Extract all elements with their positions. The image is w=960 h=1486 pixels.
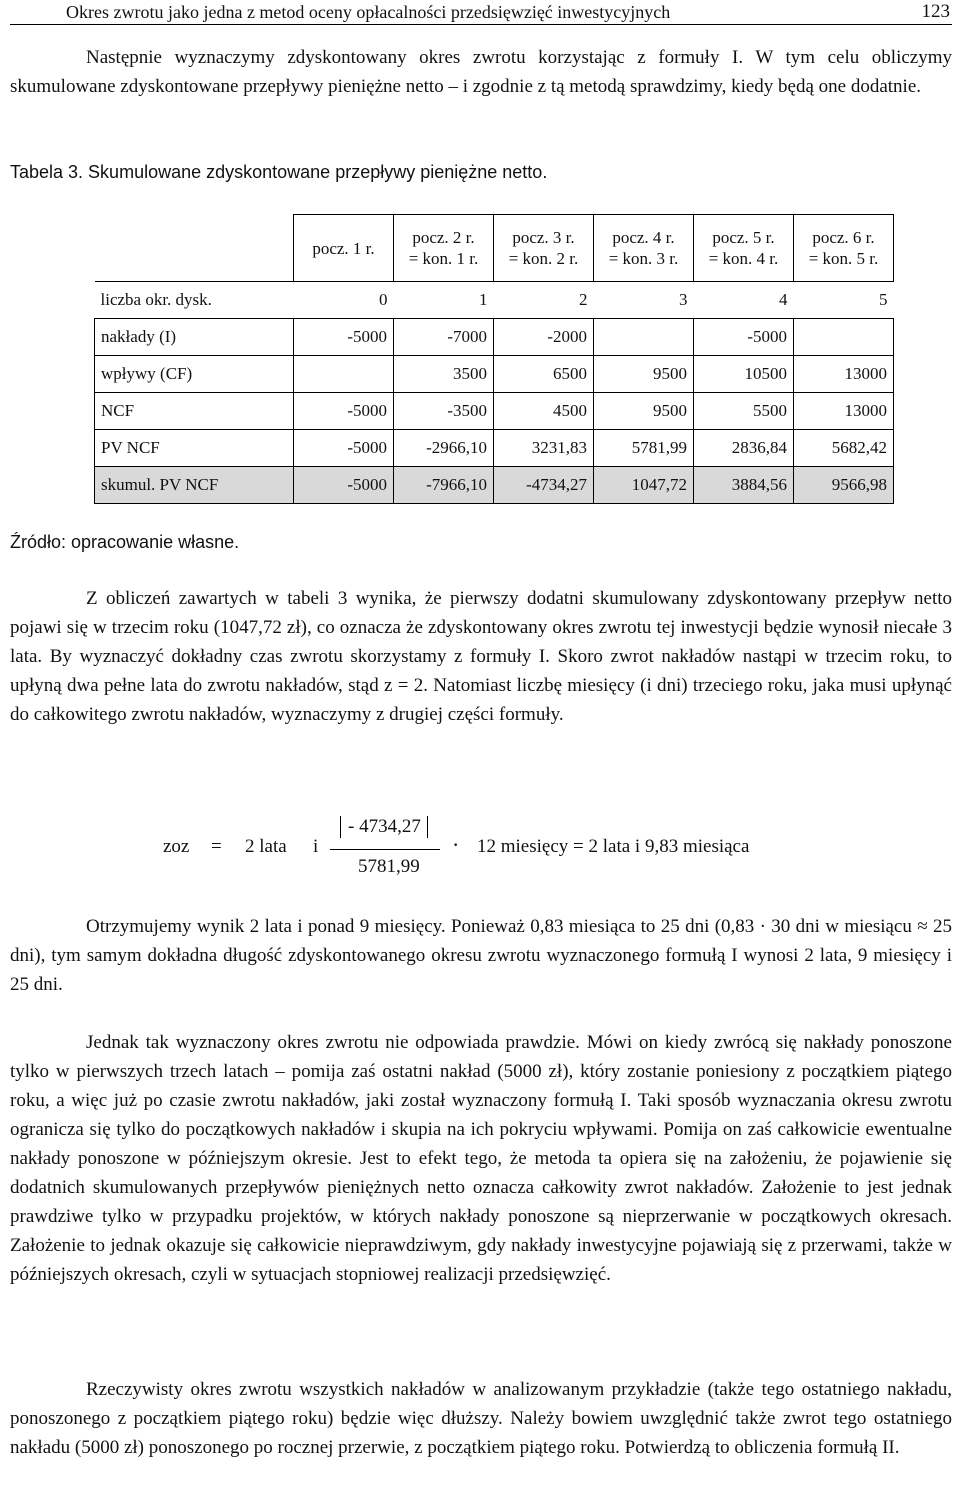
formula-equals: = (211, 836, 222, 857)
table-cell: 4 (694, 282, 794, 319)
table-cell: 5 (794, 282, 894, 319)
formula-numerator: - 4734,27 (348, 816, 421, 837)
column-header-line1: pocz. 2 r. (412, 228, 475, 247)
table-cell (794, 319, 894, 356)
table-cell: -7000 (394, 319, 494, 356)
formula (163, 812, 863, 882)
formula-lhs: zoz (163, 836, 190, 857)
column-header (594, 215, 694, 282)
table-cell: -5000 (294, 430, 394, 467)
formula-years: 2 lata (245, 836, 287, 857)
table-cell: 5682,42 (794, 430, 894, 467)
table-header-row (95, 215, 894, 282)
row-label: nakłady (I) (95, 319, 294, 356)
table-cell: -5000 (694, 319, 794, 356)
table-cell: -5000 (294, 319, 394, 356)
table-cell: 13000 (794, 393, 894, 430)
paragraph-2: Otrzymujemy wynik 2 lata i ponad 9 miesięcy. Ponieważ 0,83 miesiąca to 25 dni (0,83 · 30 dni w miesiącu ≈ 25 dni), tym samym dokładna długość zdyskontowanego okresu zwrotu wyznaczonego formułą I wynosi 2 lata, 9 miesięcy i 25 dni. (10, 916, 952, 995)
formula-i: i (313, 836, 319, 857)
source-note: Źródło: opracowanie własne. (10, 532, 240, 552)
abs-bar-left (340, 816, 341, 838)
table-cell: 9500 (594, 356, 694, 393)
column-header (294, 215, 394, 282)
table-cell: -5000 (294, 467, 394, 504)
table-cell: 5500 (694, 393, 794, 430)
abs-bar-right (427, 816, 428, 838)
column-header-line1: pocz. 3 r. (512, 228, 575, 247)
column-header-line1: pocz. 5 r. (712, 228, 775, 247)
column-header-line1: pocz. 1 r. (312, 238, 375, 258)
column-header (394, 215, 494, 282)
table-cell (594, 319, 694, 356)
table-cell: 5781,99 (594, 430, 694, 467)
paragraph-3: Jednak tak wyznaczony okres zwrotu nie odpowiada prawdzie. Mówi on kiedy zwrócą się nakłady ponoszone tylko w pierwszych trzech latach – pomija zaś ostatni nakład (5000 zł), który zostanie poniesiony z początkiem piątego roku, a więc już po czasie zwrotu nakładów, jaki został wyznaczony formułą I. Taki sposób wyznaczania okresu zwrotu ogranicza się tylko do początkowych nakładów i skupia na ich pokryciu wpływami. Pomija on zaś całkowicie ewentualne nakłady ponoszone w późniejszym okresie. Jest to efekt tego, że metoda ta opiera się na założeniu, że pojawienie się dodatnich skumulowanych przepływów pieniężnych netto oznacza całkowity zwrot nakładów. Założenie to jest jednak prawdziwe tylko w przypadku projektów, w których nakłady ponoszone są nieprzerwanie w początkowych okresach. Założenie to jednak okazuje się całkowicie nieprawdziwym, gdy nakłady inwestycyjne pojawiają się z przerwami, także w późniejszych okresach, czyli w sytuacjach stopniowej realizacji przedsięwzięć. (10, 1032, 952, 1285)
running-title: Okres zwrotu jako jedna z metod oceny opłacalności przedsięwzięć inwestycyjnych (66, 2, 671, 22)
table-cell: 3 (594, 282, 694, 319)
table-row (95, 319, 894, 356)
table-cell: 1 (394, 282, 494, 319)
table-row (95, 356, 894, 393)
paragraph-1: Z obliczeń zawartych w tabeli 3 wynika, że pierwszy dodatni skumulowany zdyskontowany przepływ netto pojawi się w trzecim roku (1047,72 zł), co oznacza że zdyskontowany okres zwrotu tej inwestycji będzie wynosił niecałe 3 lata. By wyznaczyć dokładny czas zwrotu skorzystamy z formuły I. Skoro zwrot nakładów nastąpi w trzecim roku, to upłyną dwa pełne lata do zwrotu nakładów, stąd z = 2. Natomiast liczbę miesięcy (i dni) trzeciego roku, jaka musi upłynąć do całkowitego zwrotu nakładów, wyznaczymy z drugiej części formuły. (10, 588, 952, 725)
column-header-line2: = kon. 2 r. (508, 249, 579, 268)
table-cell: -4734,27 (494, 467, 594, 504)
table-cell: -7966,10 (394, 467, 494, 504)
table-cell: 2836,84 (694, 430, 794, 467)
cash-flow-table (94, 214, 894, 504)
table-cell: 9566,98 (794, 467, 894, 504)
formula-rest: 12 miesięcy = 2 lata i 9,83 miesiąca (477, 836, 750, 857)
table-cell: 6500 (494, 356, 594, 393)
table-cell: 0 (294, 282, 394, 319)
table-cell: 3500 (394, 356, 494, 393)
table-cell: 2 (494, 282, 594, 319)
row-label: PV NCF (95, 430, 294, 467)
formula-denominator: 5781,99 (358, 856, 420, 877)
table-cell: -2966,10 (394, 430, 494, 467)
table-caption: Tabela 3. Skumulowane zdyskontowane przepływy pieniężne netto. (10, 162, 548, 182)
table-cell: 9500 (594, 393, 694, 430)
table-cell: -5000 (294, 393, 394, 430)
table-cell: 10500 (694, 356, 794, 393)
row-label: wpływy (CF) (95, 356, 294, 393)
table-row (95, 393, 894, 430)
column-header-line2: = kon. 4 r. (708, 249, 779, 268)
table-cell: -2000 (494, 319, 594, 356)
column-header-line1: pocz. 6 r. (812, 228, 875, 247)
table-cell: 3884,56 (694, 467, 794, 504)
table-cell: 13000 (794, 356, 894, 393)
column-header-line2: = kon. 5 r. (808, 249, 879, 268)
page-number: 123 (921, 1, 950, 22)
table-cell: -3500 (394, 393, 494, 430)
column-header-line2: = kon. 3 r. (608, 249, 679, 268)
paragraph-4: Rzeczywisty okres zwrotu wszystkich nakładów w analizowanym przykładzie (także tego ostatniego nakładu, ponoszonego z początkiem piątego roku) będzie więc dłuższy. Należy bowiem uwzględnić także zwrot tego ostatniego nakładu (5000 zł) ponoszonego po rocznej przerwie, z początkiem piątego roku. Potwierdzą to obliczenia formułą II. (10, 1379, 952, 1458)
column-header (794, 215, 894, 282)
table-row (95, 430, 894, 467)
table-row-highlighted (95, 467, 894, 504)
table-row (95, 282, 894, 319)
table-cell (294, 356, 394, 393)
row-label: NCF (95, 393, 294, 430)
column-header (694, 215, 794, 282)
table-corner-cell (95, 215, 294, 282)
fraction-line (330, 849, 440, 850)
row-label: skumul. PV NCF (95, 467, 294, 504)
column-header-line2: = kon. 1 r. (408, 249, 479, 268)
intro-paragraph: Następnie wyznaczymy zdyskontowany okres zwrotu korzystając z formuły I. W tym celu obliczymy skumulowane zdyskontowane przepływy pieniężne netto – i zgodnie z tą metodą sprawdzimy, kiedy będą one dodatnie. (10, 47, 952, 97)
table-cell: 1047,72 (594, 467, 694, 504)
row-label: liczba okr. dysk. (95, 282, 294, 319)
table-cell: 3231,83 (494, 430, 594, 467)
table-cell: 4500 (494, 393, 594, 430)
column-header-line1: pocz. 4 r. (612, 228, 675, 247)
column-header (494, 215, 594, 282)
running-header (10, 0, 952, 25)
formula-dot: · (452, 832, 460, 857)
